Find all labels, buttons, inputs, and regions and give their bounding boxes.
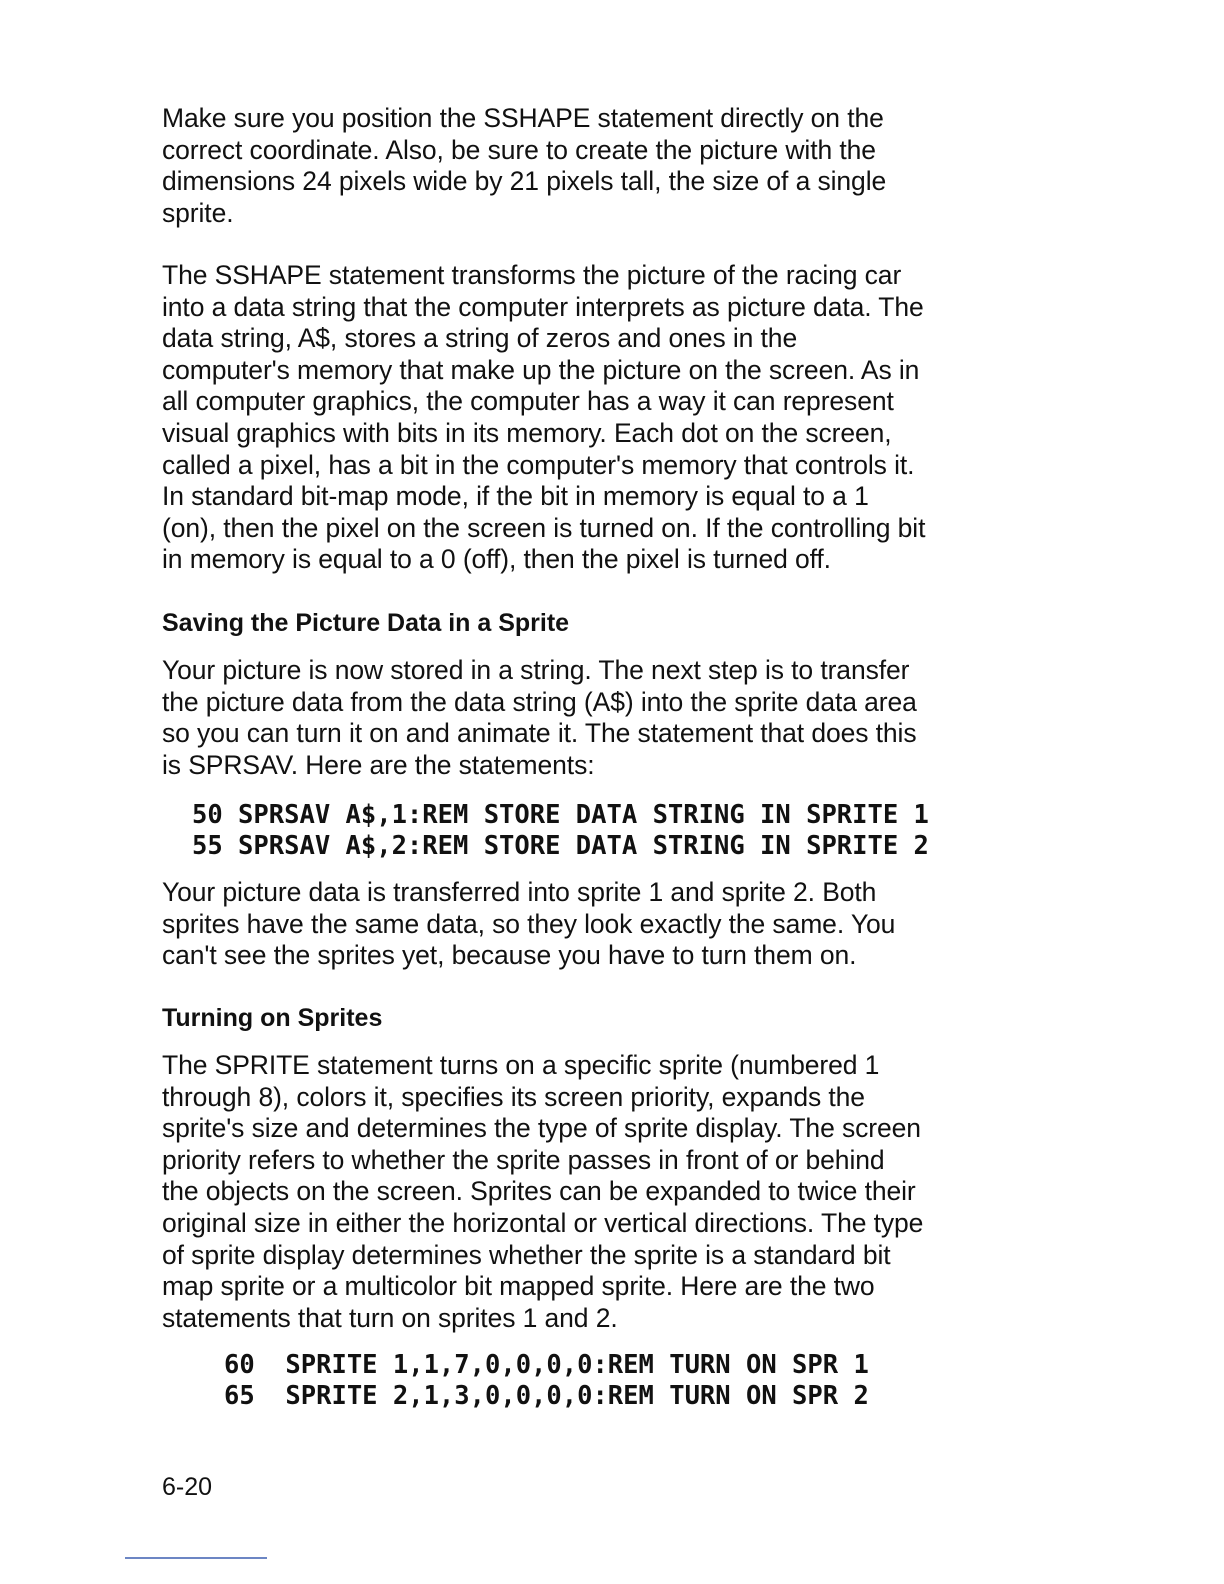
- section-heading-saving-picture-data: Saving the Picture Data in a Sprite: [162, 609, 570, 637]
- code-block-sprsav: 50 SPRSAV A$,1:REM STORE DATA STRING IN SPRITE 1 55 SPRSAV A$,2:REM STORE DATA STRING IN SPRITE 2: [192, 800, 929, 861]
- code-block-sprite: 60 SPRITE 1,1,7,0,0,0,0:REM TURN ON SPR 1 65 SPRITE 2,1,3,0,0,0,0:REM TURN ON SPR 2: [224, 1350, 869, 1411]
- paragraph-sprsav-intro: Your picture is now stored in a string. The next step is to transfer the picture data from the data string (A$) into the sprite data area so you can turn it on and animate it. The statement that does this is SPRSAV. Here are the statements:: [162, 655, 917, 780]
- page-number: 6-20: [162, 1473, 213, 1501]
- section-heading-turning-on-sprites: Turning on Sprites: [162, 1004, 383, 1032]
- paragraph-data-transferred: Your picture data is transferred into sprite 1 and sprite 2. Both sprites have the same data, so they look exactly the same. You can't see the sprites yet, because you have to turn them on.: [162, 877, 896, 971]
- paragraph-sshape-transform: The SSHAPE statement transforms the picture of the racing car into a data string that the computer interprets as picture data. The data string, A$, stores a string of zeros and ones in the computer's memory that make up the picture on the screen. As in all computer graphics, the computer has a way it can represent visual graphics with bits in its memory. Each dot on the screen, called a pixel, has a bit in the computer's memory that controls it. In standard bit-map mode, if the bit in memory is equal to a 1 (on), then the pixel on the screen is turned on. If the controlling bit in memory is equal to a 0 (off), then the pixel is turned off.: [162, 260, 926, 575]
- paragraph-sshape-position: Make sure you position the SSHAPE statement directly on the correct coordinate. Also, be sure to create the picture with the dimensions 24 pixels wide by 21 pixels tall, the size of a single sprite.: [162, 103, 887, 228]
- footer-rule: [125, 1557, 267, 1559]
- paragraph-sprite-statement: The SPRITE statement turns on a specific sprite (numbered 1 through 8), colors it, specifies its screen priority, expands the sprite's size and determines the type of sprite display. The screen priority refers to whether the sprite passes in front of or behind the objects on the screen. Sprites can be expanded to twice their original size in either the horizontal or vertical directions. The type of sprite display determines whether the sprite is a standard bit map sprite or a multicolor bit mapped sprite. Here are the two statements that turn on sprites 1 and 2.: [162, 1050, 924, 1333]
